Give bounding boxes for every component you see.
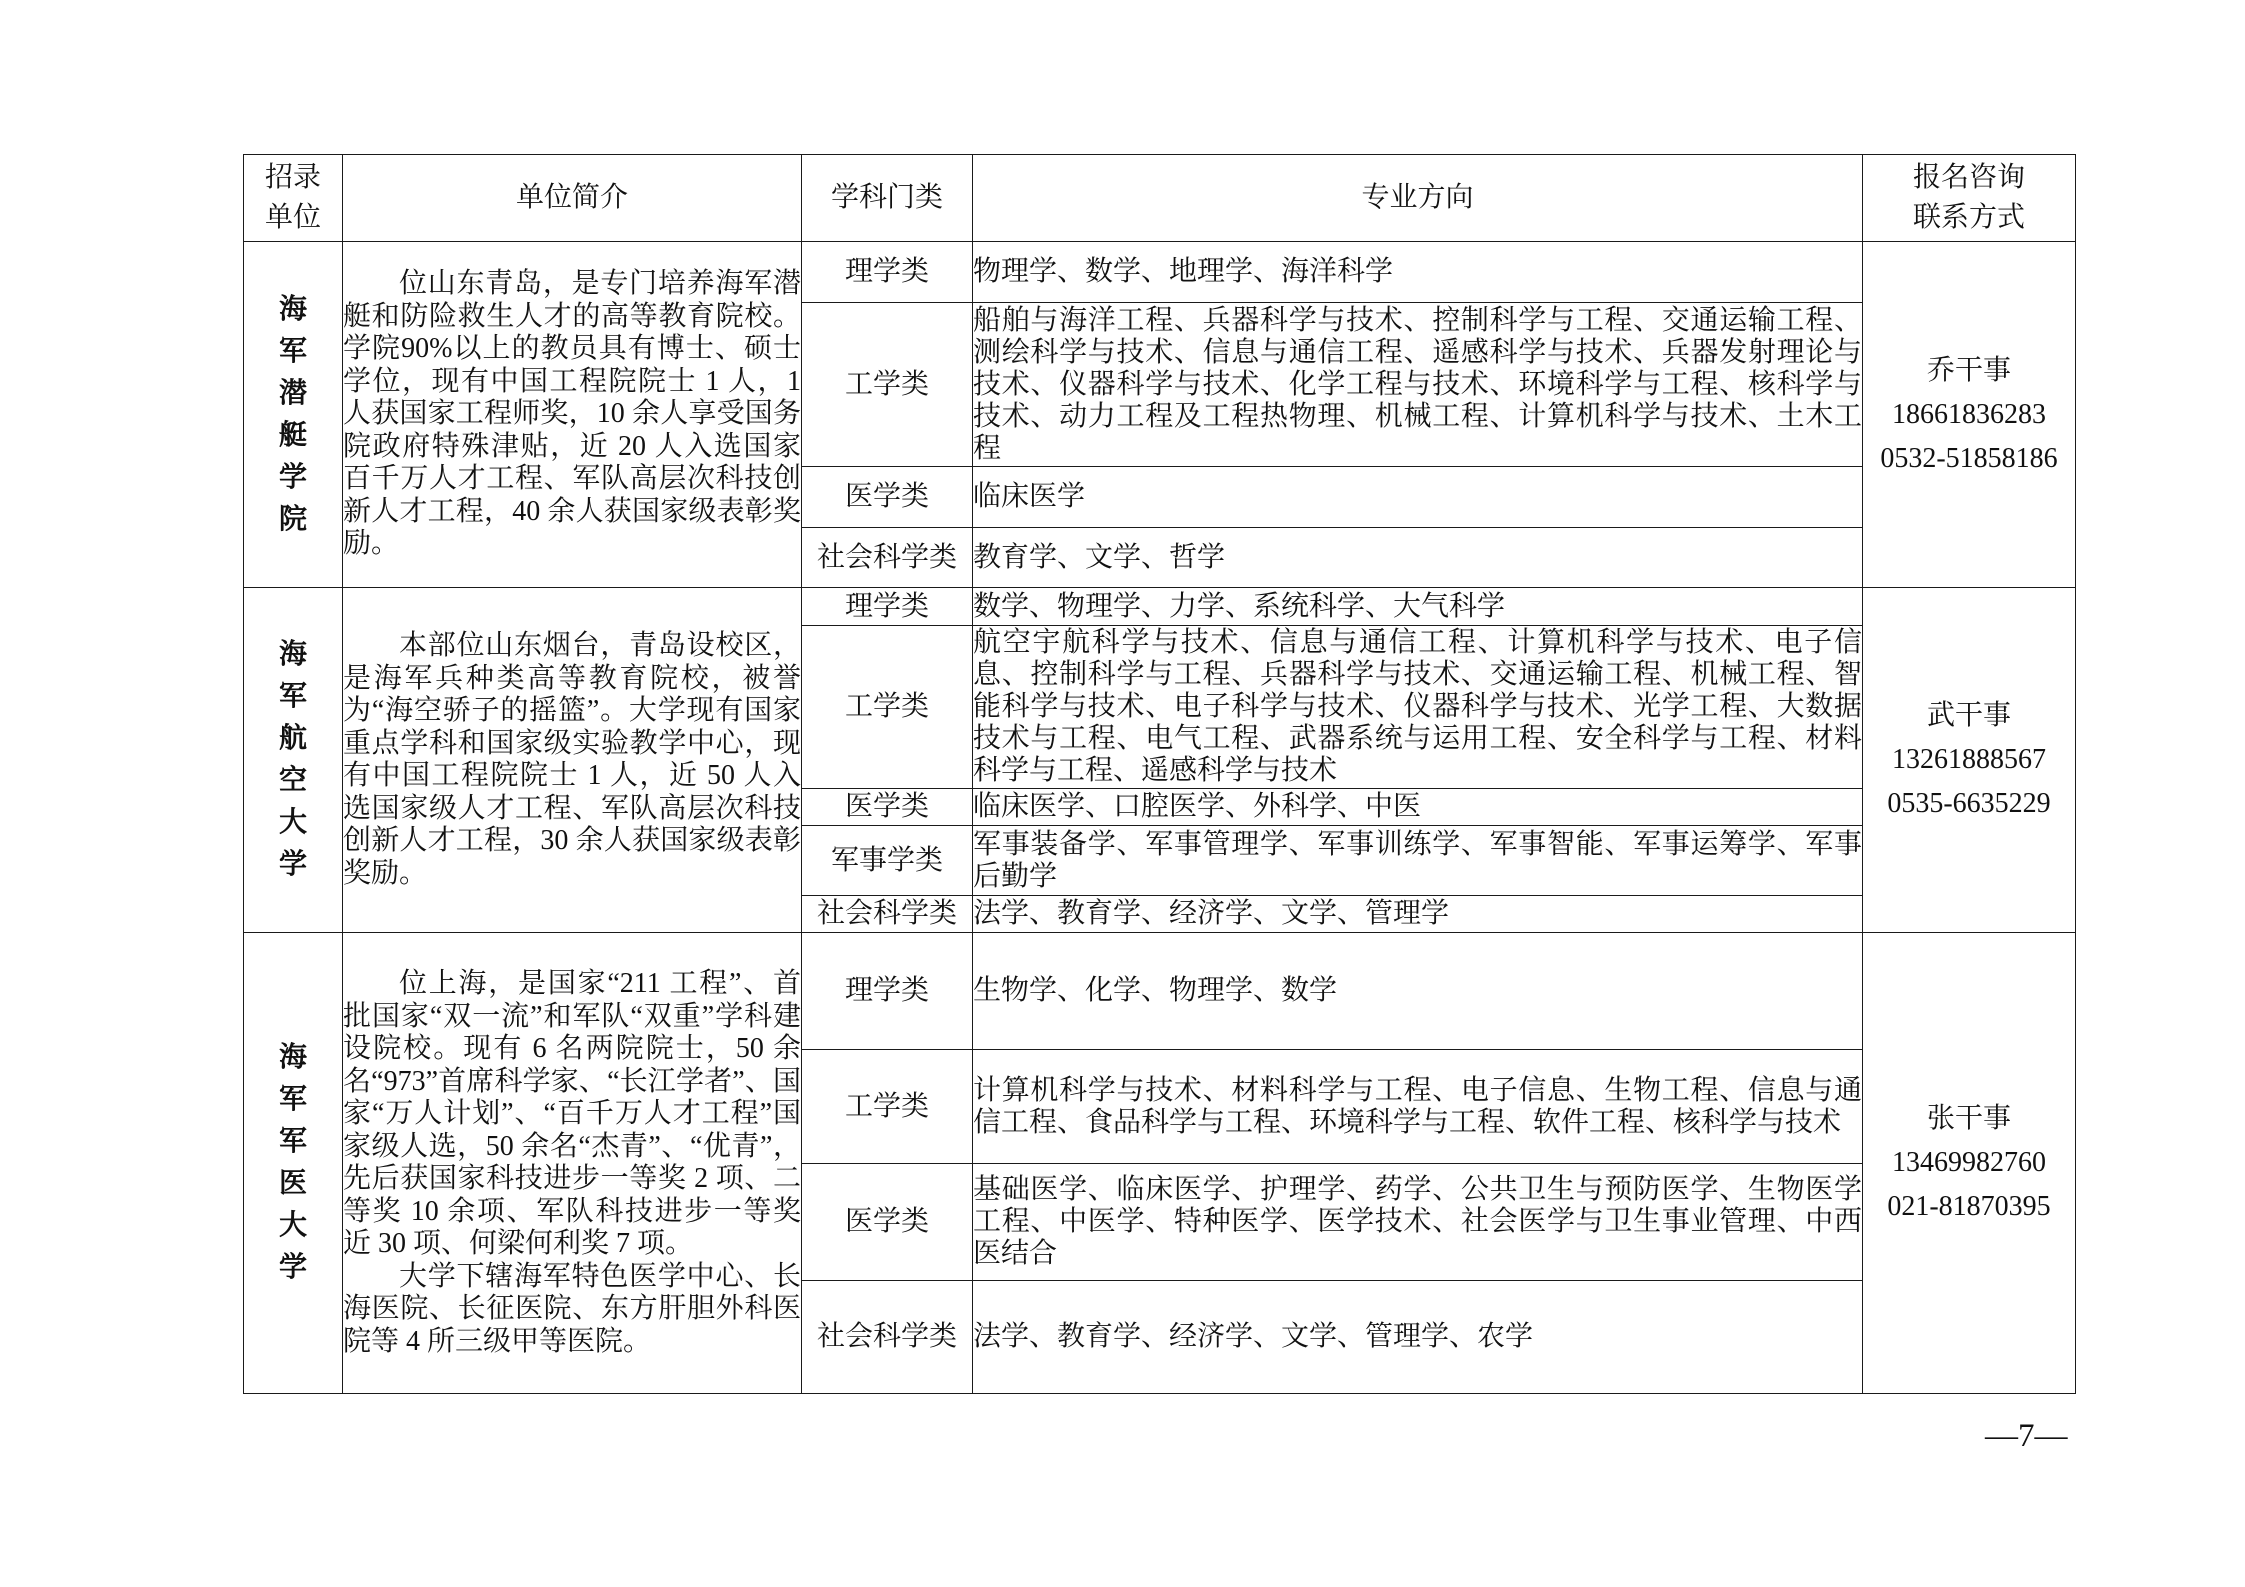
subject-majors: 教育学、文学、哲学	[973, 528, 1863, 588]
subject-category: 军事学类	[802, 826, 973, 896]
unit-intro-cell	[343, 588, 802, 933]
header-unit-label: 招录单位	[264, 162, 321, 233]
contact-person: 张干事	[1926, 1103, 2011, 1134]
subject-majors: 物理学、数学、地理学、海洋科学	[973, 242, 1863, 303]
subject-majors: 基础医学、临床医学、护理学、药学、公共卫生与预防医学、生物医学工程、中医学、特种医学、医学技术、社会医学与卫生事业管理、中西医结合	[973, 1164, 1863, 1281]
contact-phone: 021-81870395	[1887, 1191, 2051, 1222]
unit-intro-paragraph: 位上海，是国家“211 工程”、首批国家“双一流”和军队“双重”学科建设院校。现有 6 名两院院士，50 余名“973”首席科学家、“长江学者”、国家“万人计划”、“百千万人才工程”国家级人选，50 余名“杰青”、“优青”，先后获国家科技进步一等奖 2 项、二等奖 10 余项、军队科技进步一等奖近 30 项、何梁何利奖 7 项。	[343, 968, 801, 1259]
subject-category: 理学类	[802, 933, 973, 1050]
subject-category: 社会科学类	[802, 1281, 973, 1394]
subject-majors: 生物学、化学、物理学、数学	[973, 933, 1863, 1050]
contact-phone: 0532-51858186	[1880, 442, 2058, 474]
subject-category: 工学类	[802, 303, 973, 467]
header-intro-label: 单位简介	[515, 182, 628, 213]
subject-majors: 船舶与海洋工程、兵器科学与技术、控制科学与工程、交通运输工程、测绘科学与技术、信息与通信工程、遥感科学与技术、兵器发射理论与技术、仪器科学与技术、化学工程与技术、环境科学与工程、核科学与技术、动力工程及工程热物理、机械工程、计算机科学与技术、土木工程	[973, 303, 1863, 467]
subject-category: 工学类	[802, 626, 973, 789]
contact-mobile: 18661836283	[1892, 398, 2046, 430]
subject-majors: 临床医学、口腔医学、外科学、中医	[973, 789, 1863, 826]
contact-person: 乔干事	[1926, 354, 2011, 386]
header-direction-cell	[973, 155, 1863, 242]
unit-intro-paragraph: 大学下辖海军特色医学中心、长海医院、长征医院、东方肝胆外科医院等 4 所三级甲等医院。	[343, 1260, 801, 1357]
subject-category: 理学类	[802, 242, 973, 303]
subject-category: 社会科学类	[802, 896, 973, 933]
subject-category: 医学类	[802, 1164, 973, 1281]
table-row	[244, 242, 2076, 303]
page-number: —7—	[1985, 1418, 2068, 1454]
header-contact-cell	[1863, 155, 2076, 242]
subject-category: 医学类	[802, 467, 973, 528]
header-direction-label: 专业方向	[1361, 182, 1474, 213]
contact-person: 武干事	[1926, 700, 2011, 731]
subject-majors: 数学、物理学、力学、系统科学、大气科学	[973, 588, 1863, 626]
unit-intro-paragraph: 位山东青岛，是专门培养海军潜艇和防险救生人才的高等教育院校。学院90%以上的教员具有博士、硕士学位，现有中国工程院院士 1 人，1 人获国家工程师奖，10 余人享受国务院政府特殊津贴，近 20 人入选国家百千万人才工程、军队高层次科技创新人才工程，40 余人获国家级表彰奖励。	[343, 268, 801, 560]
subject-majors: 法学、教育学、经济学、文学、管理学、农学	[973, 1281, 1863, 1394]
header-category-label: 学科门类	[830, 182, 943, 213]
unit-intro-cell	[343, 242, 802, 588]
table-row	[244, 933, 2076, 1050]
subject-majors: 军事装备学、军事管理学、军事训练学、军事智能、军事运筹学、军事后勤学	[973, 826, 1863, 896]
subject-category: 工学类	[802, 1050, 973, 1164]
unit-name: 海军潜艇学院	[278, 293, 307, 535]
subject-category: 理学类	[802, 588, 973, 626]
header-row	[244, 155, 2076, 242]
unit-name-cell	[244, 588, 343, 933]
header-contact-label: 报名咨询联系方式	[1912, 162, 2025, 233]
recruitment-table	[243, 154, 2076, 1394]
table-row	[244, 588, 2076, 626]
contact-cell	[1863, 242, 2076, 588]
subject-category: 社会科学类	[802, 528, 973, 588]
subject-category: 医学类	[802, 789, 973, 826]
unit-name-cell	[244, 242, 343, 588]
unit-name: 海军军医大学	[278, 1042, 307, 1283]
subject-majors: 法学、教育学、经济学、文学、管理学	[973, 896, 1863, 933]
header-unit-cell	[244, 155, 343, 242]
unit-name: 海军航空大学	[278, 639, 307, 880]
contact-cell	[1863, 588, 2076, 933]
contact-mobile: 13261888567	[1892, 744, 2046, 775]
unit-name-cell	[244, 933, 343, 1394]
contact-cell	[1863, 933, 2076, 1394]
contact-phone: 0535-6635229	[1887, 788, 2051, 819]
subject-majors: 临床医学	[973, 467, 1863, 528]
contact-mobile: 13469982760	[1892, 1147, 2046, 1178]
unit-intro-paragraph: 本部位山东烟台，青岛设校区，是海军兵种类高等教育院校，被誉为“海空骄子的摇篮”。大学现有国家重点学科和国家级实验教学中心，现有中国工程院院士 1 人，近 50 人入选国家级人才工程、军队高层次科技创新人才工程，30 余人获国家级表彰奖励。	[343, 630, 801, 889]
subject-majors: 计算机科学与技术、材料科学与工程、电子信息、生物工程、信息与通信工程、食品科学与工程、环境科学与工程、软件工程、核科学与技术	[973, 1050, 1863, 1164]
header-intro-cell	[343, 155, 802, 242]
unit-intro-cell	[343, 933, 802, 1394]
subject-majors: 航空宇航科学与技术、信息与通信工程、计算机科学与技术、电子信息、控制科学与工程、兵器科学与技术、交通运输工程、机械工程、智能科学与技术、电子科学与技术、仪器科学与技术、光学工程、大数据技术与工程、电气工程、武器系统与运用工程、安全科学与工程、材料科学与工程、遥感科学与技术	[973, 626, 1863, 789]
header-category-cell	[802, 155, 973, 242]
